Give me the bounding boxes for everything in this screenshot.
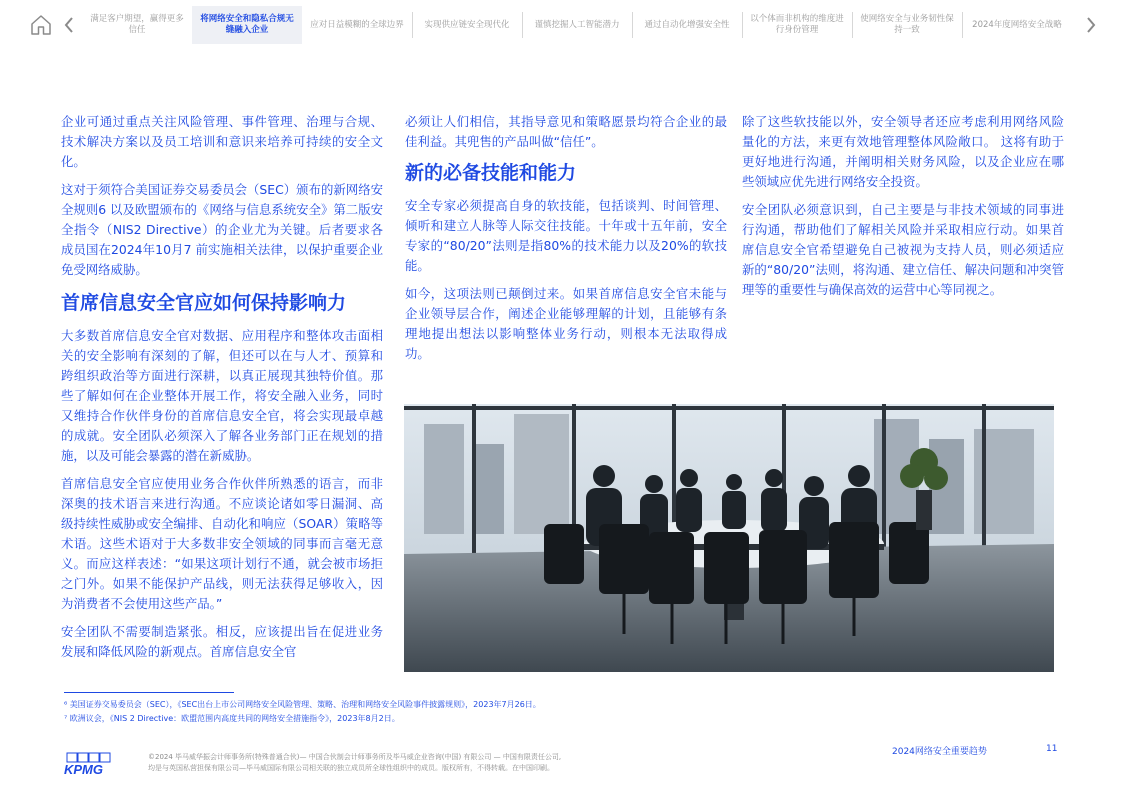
paragraph: 首席信息安全官应使用业务合作伙伴所熟悉的语言，而非深奥的技术语言来进行沟通。不应谈论诸如零日漏洞、高级持续性威胁或安全编排、自动化和响应（SOAR）策略等术语。这些术语对于大多数非安全领域的同事而言毫无意义。而应这样表述：“如果这项计划行不通，就会被市场拒之门外。如果不能保护产品线，则无法获得足够收入，因为消费者不会使用这些产品。” (61, 476, 383, 611)
report-title: 2024网络安全重要趋势 (892, 747, 987, 757)
paragraph: 安全团队不需要制造紧张。相反，应该提出旨在促进业务发展和降低风险的新观点。首席信息安全官 (61, 624, 383, 659)
tab-privacy-compliance[interactable]: 将网络安全和隐私合规无缝融入企业 (192, 6, 302, 44)
chevron-right-icon[interactable] (1084, 15, 1098, 35)
paragraph: 安全团队必须意识到，自己主要是与非技术领域的同事进行沟通，帮助他们了解相关风险并采取相应行动。如果首席信息安全官希望避免自己被视为支持人员，则必须适应新的“80/20”法则，将沟通、建立信任、解决问题和冲突管理等的重要性与确保高效的运营中心等同视之。 (742, 202, 1064, 297)
footnote-6: ⁶ 美国证券交易委员会（SEC），《SEC出台上市公司网络安全风险管理、策略、治理和网络安全风险事件披露规则》，2023年7月26日。 (64, 700, 541, 709)
tab-supply-chain[interactable]: 实现供应链安全现代化 (412, 6, 522, 44)
top-navigation (0, 0, 1122, 50)
tab-global-borders[interactable]: 应对日益模糊的全球边界 (310, 19, 404, 30)
footnotes (64, 698, 764, 726)
paragraph: 必须让人们相信，其指导意见和策略愿景均符合企业的最佳利益。其兜售的产品叫做“信任”。 (405, 114, 727, 149)
paragraph: 如今，这项法则已颠倒过来。如果首席信息安全官未能与企业领导层合作，阐述企业能够理解的计划，且能够有条理地提出想法以影响整体业务行动，则根本无法取得成功。 (405, 286, 727, 361)
section-heading: 新的必备技能和能力 (405, 162, 577, 184)
meeting-photo (404, 404, 1054, 672)
text-column-1 (61, 112, 383, 670)
tab-strategy[interactable]: 2024年度网络安全战略 (962, 6, 1072, 44)
paragraph: 企业可通过重点关注风险管理、事件管理、治理与合规、技术解决方案以及员工培训和意识来培养可持续的安全文化。 (61, 114, 383, 169)
text-column-3 (742, 112, 1064, 308)
copyright-line: 均是与英国私营担保有限公司—毕马威国际有限公司相关联的独立成员所全球性组织中的成员。版权所有，不得转载。在中国印刷。 (148, 764, 554, 772)
tab-ai-potential[interactable]: 谨慎挖掘人工智能潜力 (522, 6, 632, 44)
footnote-7: ⁷ 欧洲议会，《NIS 2 Directive：欧盟范围内高度共同的网络安全措施指令》，2023年8月2日。 (64, 714, 400, 723)
footnote-divider (64, 692, 234, 693)
tab-automation[interactable]: 通过自动化增强安全性 (632, 6, 742, 44)
tab-identity[interactable]: 以个体而非机构的维度进行身份管理 (742, 6, 852, 44)
kpmg-logo (64, 752, 116, 776)
chevron-left-icon[interactable] (62, 15, 76, 35)
tab-resilience[interactable]: 使网络安全与业务韧性保持一致 (852, 6, 962, 44)
section-heading: 首席信息安全官应如何保持影响力 (61, 292, 347, 314)
page-number: 11 (1046, 744, 1058, 754)
paragraph: 除了这些软技能以外，安全领导者还应考虑利用网络风险量化的方法，来更有效地管理整体风险敞口。 这将有助于更好地进行沟通，并阐明相关财务风险，以及企业应在哪些领域应优先进行网络安全投资。 (742, 114, 1064, 189)
copyright-line: ©2024 毕马威华振会计师事务所(特殊普通合伙)— 中国合伙制会计师事务所及毕马威企业咨询(中国) 有限公司 — 中国有限责任公司, (148, 753, 562, 761)
paragraph: 安全专家必须提高自身的软技能，包括谈判、时间管理、倾听和建立人脉等人际交往技能。十年或十五年前，安全专家的“80/20”法则是指80%的技术能力以及20%的软技能。 (405, 198, 727, 273)
paragraph: 这对于须符合美国证券交易委员会（SEC）颁布的新网络安全规则6 以及欧盟颁布的《网络与信息系统安全》第二版安全指令（NIS2 Directive）的企业尤为关键。后者要求各成员国在2024年10月7 前实施相关法律，以保护重要企业免受网络威胁。 (61, 182, 383, 277)
section-tabs (82, 6, 1080, 44)
logo-text: KPMG (64, 762, 103, 776)
copyright-notice (148, 752, 668, 774)
paragraph: 大多数首席信息安全官对数据、应用程序和整体攻击面相关的安全影响有深刻的了解，但还可以在与人才、预算和跨组织政治等方面进行深耕，以真正展现其独特价值。那些了解如何在企业整体开展工作，将安全融入业务，同时又维持合作伙伴身份的首席信息安全官，将会实现最卓越的成就。安全团队必须深入了解各业务部门正在规划的措施，以及可能会暴露的潜在新威胁。 (61, 328, 383, 463)
home-icon[interactable] (30, 14, 52, 36)
text-column-2 (405, 112, 727, 372)
tab-customer-trust[interactable]: 满足客户期望，赢得更多信任 (90, 14, 184, 35)
